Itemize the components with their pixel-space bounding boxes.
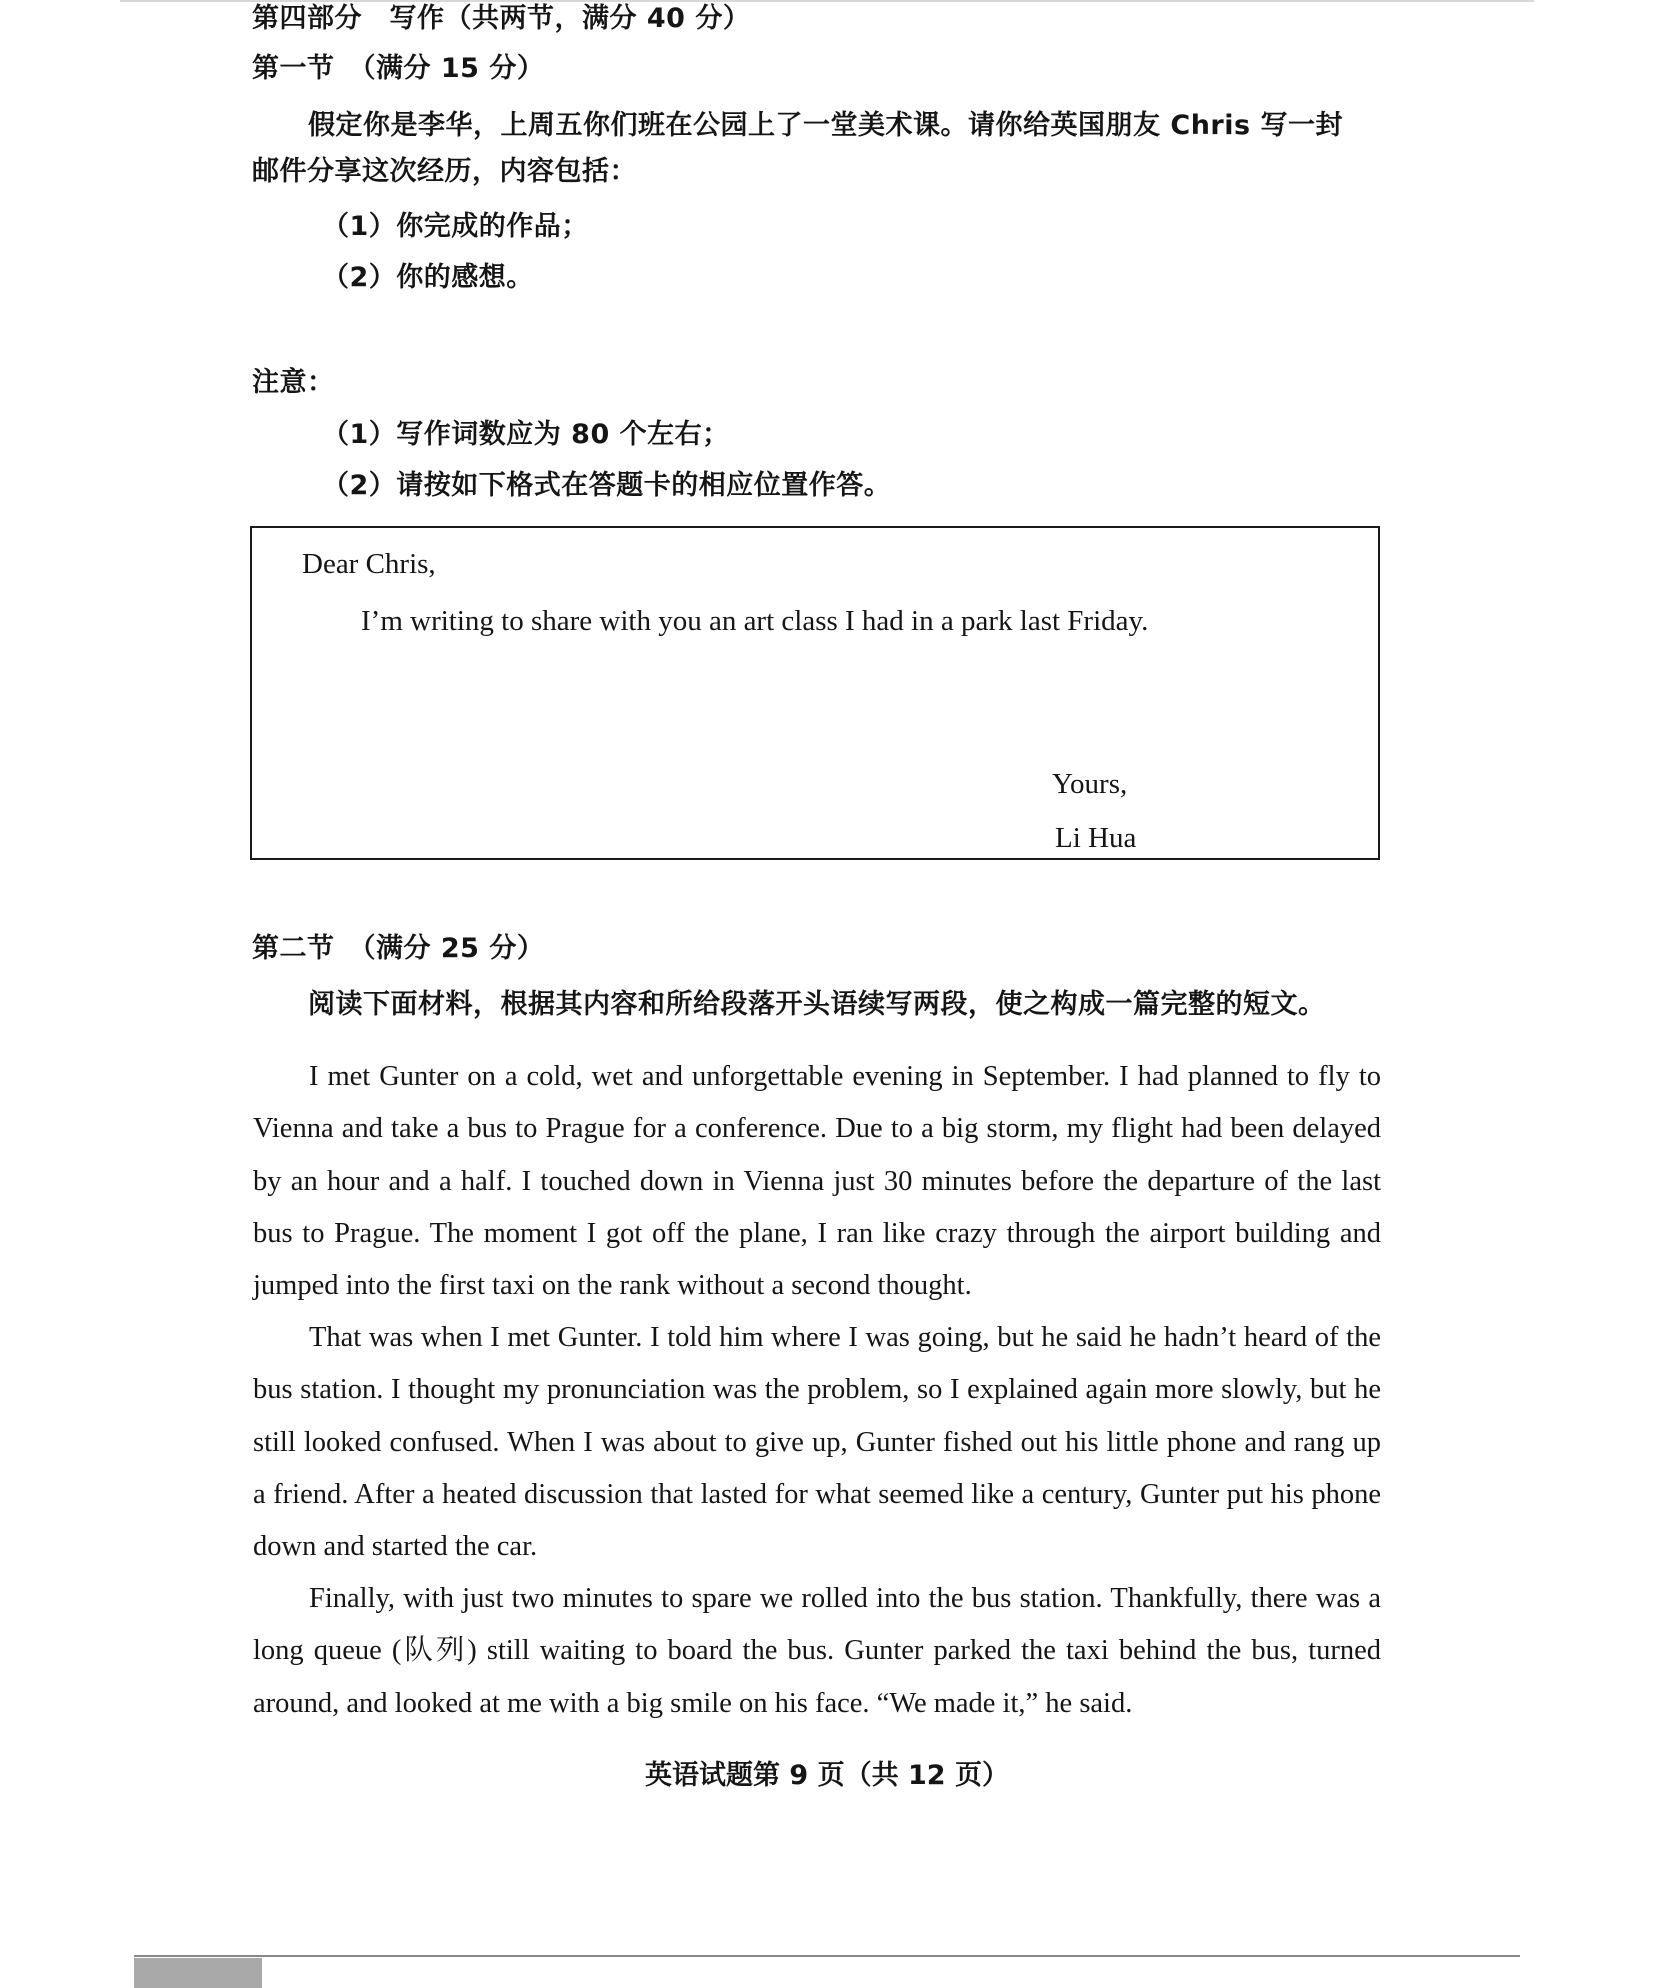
notes-label: 注意： — [252, 367, 335, 398]
note-2: （2）请按如下格式在答题卡的相应位置作答。 — [322, 470, 892, 501]
letter-closing: Yours, — [1052, 768, 1128, 800]
bottom-divider — [134, 1955, 1520, 1957]
letter-opening: I’m writing to share with you an art class I had in a park last Friday. — [361, 605, 1149, 637]
page-footer: 英语试题第 9 页（共 12 页） — [645, 1760, 1009, 1791]
story-paragraph-1: I met Gunter on a cold, wet and unforgettable evening in September. I had planned to fly to Vienna and take a bus to Prague for a conference. Due to a big storm, my flight had been delayed by an hour and a half. I touched down in Vienna just 30 minutes before the departure of the last bus to Prague. The moment I got off the plane, I ran like crazy through the airport building and jumped into the first taxi on the rank without a second thought. — [253, 1061, 1381, 1302]
part-title: 第四部分 写作（共两节，满分 40 分） — [252, 3, 751, 34]
letter-signature: Li Hua — [1055, 822, 1137, 854]
note-1: （1）写作词数应为 80 个左右； — [322, 419, 730, 450]
section2-instruction: 阅读下面材料，根据其内容和所给段落开头语续写两段，使之构成一篇完整的短文。 — [308, 989, 1326, 1020]
story-paragraph-3: Finally, with just two minutes to spare we rolled into the bus station. Thankfully, there was a long queue (队列) still waiting to board the bus. Gunter parked the taxi behind the bus, turned around, and looked at me with a big smile on his face. “We made it,” he said. — [253, 1583, 1381, 1719]
section1-title: 第一节 （满分 15 分） — [252, 53, 545, 84]
section1-task-line1: 假定你是李华，上周五你们班在公园上了一堂美术课。请你给英国朋友 Chris 写一封 — [308, 110, 1343, 141]
story-paragraph-2: That was when I met Gunter. I told him where I was going, but he said he hadn’t heard of the bus station. I thought my pronunciation was the problem, so I explained again more slowly, but he still looked confused. When I was about to give up, Gunter fished out his little phone and rang up a friend. After a heated discussion that lasted for what seemed like a century, Gunter put his phone down and started the car. — [253, 1322, 1381, 1563]
bottom-tab-decoration — [134, 1958, 262, 1988]
requirement-1: （1）你完成的作品； — [322, 211, 589, 242]
requirement-2: （2）你的感想。 — [322, 262, 534, 293]
letter-salutation: Dear Chris, — [302, 548, 436, 580]
section2-title: 第二节 （满分 25 分） — [252, 933, 545, 964]
section1-task-line2: 邮件分享这次经历，内容包括： — [252, 156, 637, 187]
letter-format-box — [250, 526, 1380, 860]
